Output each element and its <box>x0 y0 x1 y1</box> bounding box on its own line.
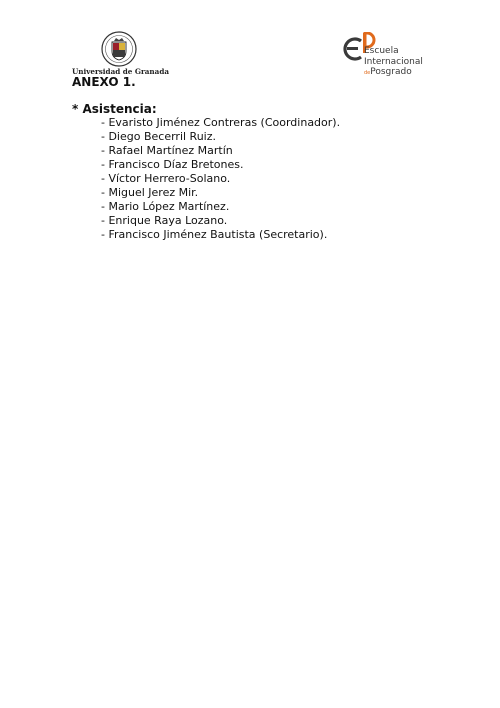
university-logo <box>72 30 168 78</box>
university-seal-icon <box>99 30 139 68</box>
attendee-item: - Diego Becerril Ruiz. <box>101 130 217 143</box>
attendee-item: - Rafael Martínez Martín <box>101 144 233 157</box>
school-logo-line-3 <box>364 67 423 79</box>
attendance-heading: * Asistencia: <box>72 102 157 116</box>
attendee-item: - Enrique Raya Lozano. <box>101 214 228 227</box>
attendee-item: - Evaristo Jiménez Contreras (Coordinador). <box>101 116 341 129</box>
attendee-item: - Francisco Díaz Bretones. <box>101 158 244 171</box>
university-name: Universidad de Granada <box>72 67 169 76</box>
attendee-item: - Francisco Jiménez Bautista (Secretario). <box>101 228 328 241</box>
school-logo-line-1: Escuela <box>364 46 399 56</box>
school-logo-line-3-word: Posgrado <box>370 67 412 77</box>
annex-title: ANEXO 1. <box>72 75 136 89</box>
attendee-item: - Miguel Jerez Mir. <box>101 186 199 199</box>
school-logo-line-3-prefix: de <box>364 70 371 76</box>
attendee-item: - Víctor Herrero-Solano. <box>101 172 231 185</box>
school-logo-text <box>364 46 423 79</box>
school-logo <box>340 32 432 84</box>
attendee-list <box>101 116 340 242</box>
attendee-item: - Mario López Martínez. <box>101 200 230 213</box>
school-logo-line-2: Internacional <box>364 56 423 67</box>
